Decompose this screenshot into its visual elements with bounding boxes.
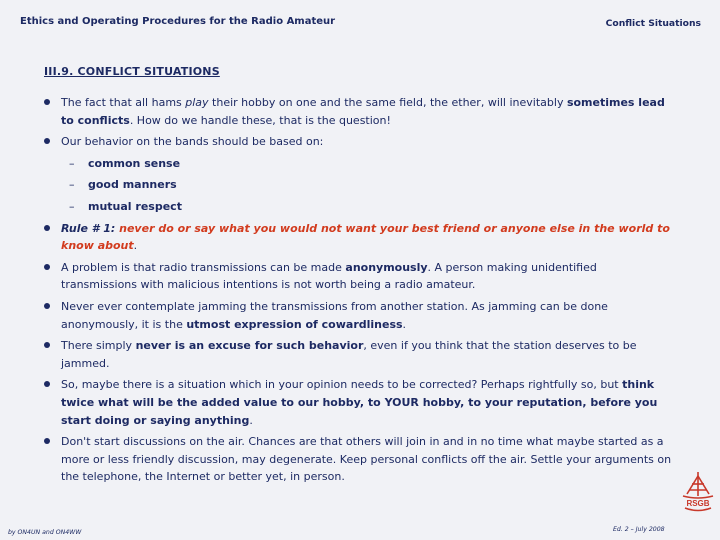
dash: – — [69, 156, 75, 170]
text: Don't start discussions on the air. Chances are that others will join in and in no time what maybe started as a more or less friendly discussion, may degenerate. Keep personal conflicts off the air. Settle your arguments on the telephone, the Internet or better yet, in person. — [61, 435, 672, 484]
header-section: Conflict Situations — [605, 18, 701, 29]
sub-item-common-sense — [44, 155, 672, 173]
emphasis-play: play — [185, 96, 209, 109]
text: So, maybe there is a situation which in your opinion needs to be corrected? Perhaps rightfully so, but — [61, 378, 623, 392]
rsgb-logo-icon — [680, 470, 716, 522]
bold-conflicts: sometimes lead to conflicts — [61, 96, 665, 127]
bullet-rule-1 — [44, 220, 672, 255]
sub-text: good manners — [88, 178, 177, 192]
text: There simply — [61, 339, 136, 353]
sub-item-good-manners — [44, 176, 672, 194]
bullet-think-twice — [44, 376, 672, 429]
bold-cowardliness: utmost expression of cowardliness — [186, 317, 403, 331]
bullet-jamming — [44, 298, 672, 333]
sub-text: mutual respect — [88, 199, 182, 213]
text: . A person making unidentified transmissions with malicious intentions is not worth being a radio amateur. — [61, 260, 597, 292]
text: . — [402, 317, 407, 331]
content — [44, 94, 672, 490]
bullet-discussions — [44, 433, 672, 486]
footer-authors: by ON4UN and ON4WW — [8, 529, 82, 536]
section-heading: III.9. CONFLICT SITUATIONS — [44, 65, 220, 78]
text: A problem is that radio transmissions can be made — [61, 260, 346, 274]
text: The fact that all hams — [61, 96, 186, 109]
text: Our behavior on the bands should be based on: — [61, 135, 324, 149]
dash: – — [69, 178, 75, 192]
bullet-hams-field — [44, 94, 672, 129]
sub-text: common sense — [88, 156, 181, 170]
logo-text: RSGB — [686, 499, 710, 508]
text: Never ever contemplate jamming the transmissions from another station. As jamming can be done anonymously, it is the — [61, 299, 608, 331]
text: , even if you think that the station deserves to be jammed. — [61, 339, 637, 370]
bullet-anonymous — [44, 259, 672, 294]
dash: – — [69, 199, 75, 213]
bullet-no-excuse — [44, 337, 672, 372]
header-title: Ethics and Operating Procedures for the Radio Amateur — [20, 16, 336, 27]
bold-no-excuse: never is an excuse for such behavior — [135, 339, 364, 353]
rule-label: Rule # 1: — [61, 221, 120, 235]
sub-item-mutual-respect — [44, 198, 672, 216]
footer-edition: Ed. 2 – July 2008 — [613, 526, 665, 533]
bold-think-twice: think twice what will be the added value to our hobby, to YOUR hobby, to your reputation, before you start doing or saying anything — [61, 378, 658, 427]
text: . — [133, 239, 138, 253]
bullet-behavior — [44, 133, 672, 151]
bold-anonymously: anonymously — [345, 260, 428, 274]
text: their hobby on one and the same field, the ether, will inevitably — [208, 96, 567, 109]
rule-text: never do or say what you would not want your best friend or anyone else in the world to know about — [61, 221, 670, 253]
text: . How do we handle these, that is the question! — [129, 113, 391, 127]
text: . — [249, 413, 253, 427]
